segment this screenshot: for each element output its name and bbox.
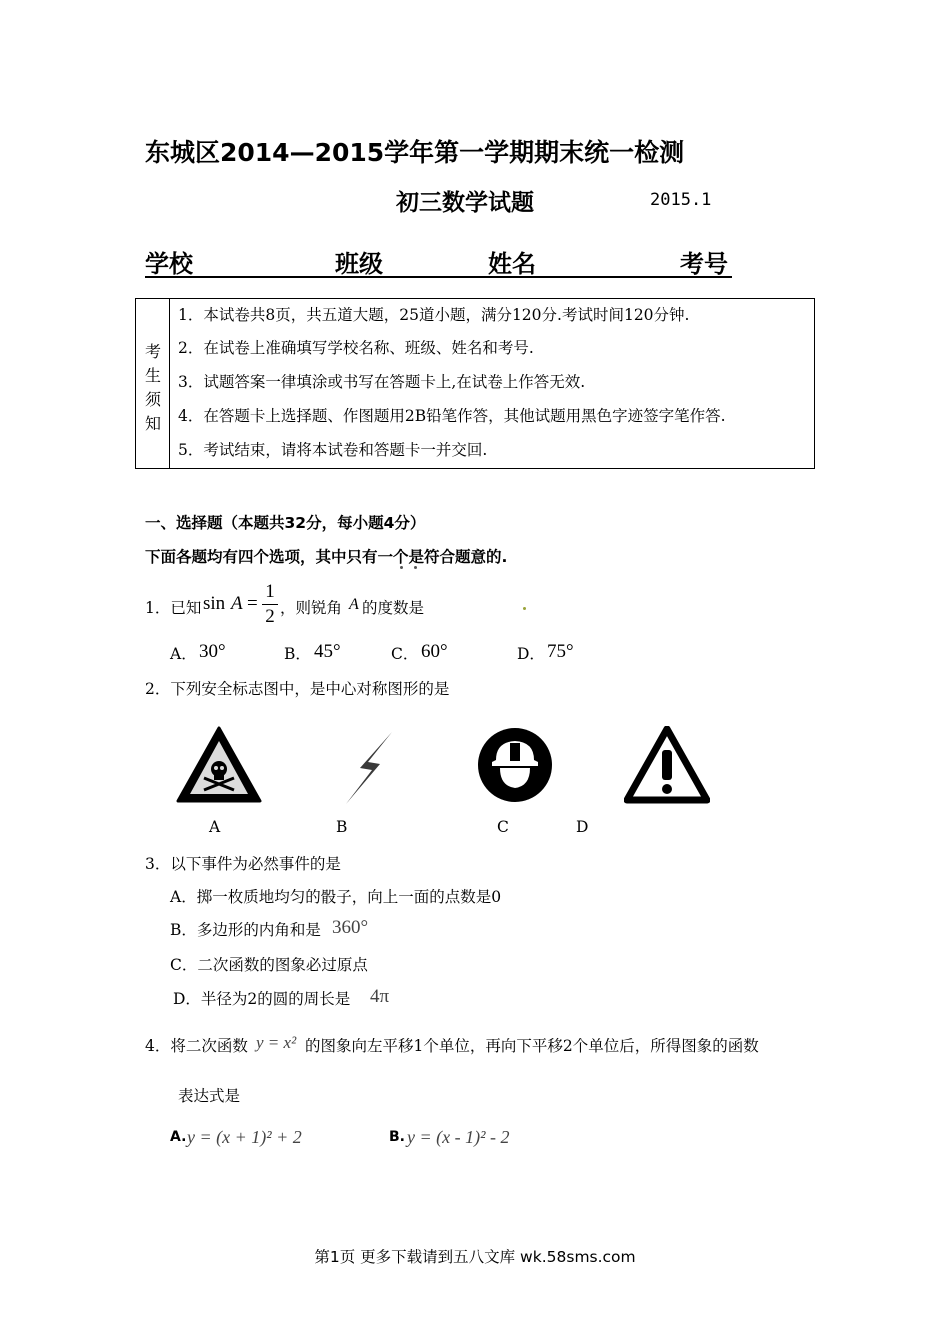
q1-equals: =	[247, 593, 258, 614]
exam-subtitle: 初三数学试题	[396, 190, 534, 216]
notice-line: 4．在答题卡上选择题、作图题用2B铅笔作答，其他试题用黑色字迹签字笔作答.	[178, 407, 726, 425]
q1-sin: sin	[203, 593, 226, 614]
q4-text-after: 的图象向左平移1个单位，再向下平移2个单位后，所得图象的函数	[305, 1037, 759, 1055]
poison-warning-icon	[176, 726, 262, 804]
q1-option-c-label: C．	[391, 645, 419, 663]
q3-option-b: B．多边形的内角和是	[170, 921, 321, 939]
safety-helmet-icon	[476, 726, 554, 804]
q3-option-a: A．掷一枚质地均匀的骰子，向上一面的点数是0	[170, 888, 502, 906]
fraction-bar	[262, 604, 278, 605]
stray-dot	[523, 607, 526, 610]
section-heading: 一、选择题（本题共32分，每小题4分）	[145, 514, 426, 532]
q1-option-c-value: 60°	[421, 641, 448, 662]
q4-option-b: y = (x - 1)² - 2	[407, 1127, 510, 1147]
field-school: 学校	[145, 250, 193, 278]
q3-option-c: C．二次函数的图象必过原点	[170, 956, 368, 974]
q3-text: 3．以下事件为必然事件的是	[145, 855, 341, 873]
exam-title: 东城区2014—2015学年第一学期期末统一检测	[145, 138, 685, 167]
q3-option-d-math: 4π	[370, 986, 390, 1007]
q1-prefix: 1．已知	[145, 599, 202, 617]
q1-var-a: A	[231, 593, 243, 614]
q4-text-line2: 表达式是	[178, 1087, 241, 1105]
q4-option-b-label: B.	[389, 1129, 405, 1145]
field-exam-number: 考号	[680, 250, 728, 278]
exam-date: 2015.1	[650, 190, 712, 210]
emphasis-dot	[414, 566, 417, 569]
section-instruction: 下面各题均有四个选项，其中只有一个是符合题意的.	[145, 548, 508, 566]
q3-option-b-math: 360°	[332, 917, 369, 938]
q4-function: y = x²	[256, 1033, 297, 1052]
q4-text-before: 4．将二次函数	[145, 1037, 248, 1055]
notice-side-label	[136, 299, 170, 468]
notice-line: 3．试题答案一律填涂或书写在答题卡上,在试卷上作答无效.	[178, 373, 586, 391]
q1-option-a-label: A．	[170, 645, 197, 663]
q2-label-b: B	[336, 818, 348, 836]
exam-notice-box	[135, 298, 815, 469]
fraction-numerator: 1	[265, 581, 275, 602]
notice-side-char: 考	[145, 342, 162, 361]
field-name: 姓名	[488, 250, 536, 278]
q2-label-c: C	[497, 818, 509, 836]
notice-line: 1．本试卷共8页，共五道大题，25道小题，满分120分.考试时间120分钟.	[178, 306, 690, 324]
q1-suffix-end: 的度数是	[362, 599, 425, 617]
q1-option-d-value: 75°	[547, 641, 574, 662]
q1-option-b-value: 45°	[314, 641, 341, 662]
notice-side-char: 须	[145, 390, 162, 409]
q1-option-b-label: B．	[284, 645, 311, 663]
q2-label-d: D	[576, 818, 589, 836]
q4-option-a: y = (x + 1)² + 2	[187, 1127, 302, 1147]
emphasis-dot	[400, 566, 403, 569]
field-class: 班级	[335, 250, 383, 278]
q1-option-d-label: D．	[517, 645, 545, 663]
exclamation-warning-icon	[624, 726, 710, 804]
page-footer: 第1页 更多下载请到五八文库 wk.58sms.com	[314, 1248, 636, 1266]
q2-label-a: A	[209, 818, 221, 836]
notice-side-char: 知	[145, 414, 162, 433]
notice-line: 5．考试结束，请将本试卷和答题卡一并交回.	[178, 441, 488, 459]
q1-option-a-value: 30°	[199, 641, 226, 662]
q2-text: 2．下列安全标志图中，是中心对称图形的是	[145, 680, 450, 698]
notice-line: 2．在试卷上准确填写学校名称、班级、姓名和考号.	[178, 339, 534, 357]
q3-option-d: D．半径为2的圆的周长是	[173, 990, 351, 1008]
q1-fraction	[262, 582, 278, 627]
student-info-row	[145, 244, 732, 278]
q1-suffix-var: A	[349, 596, 359, 613]
q4-option-a-label: A.	[170, 1129, 187, 1145]
fraction-denominator: 2	[265, 606, 275, 627]
q1-suffix: ，则锐角	[280, 599, 343, 617]
notice-side-char: 生	[145, 366, 162, 385]
lightning-bolt-icon	[342, 730, 396, 806]
